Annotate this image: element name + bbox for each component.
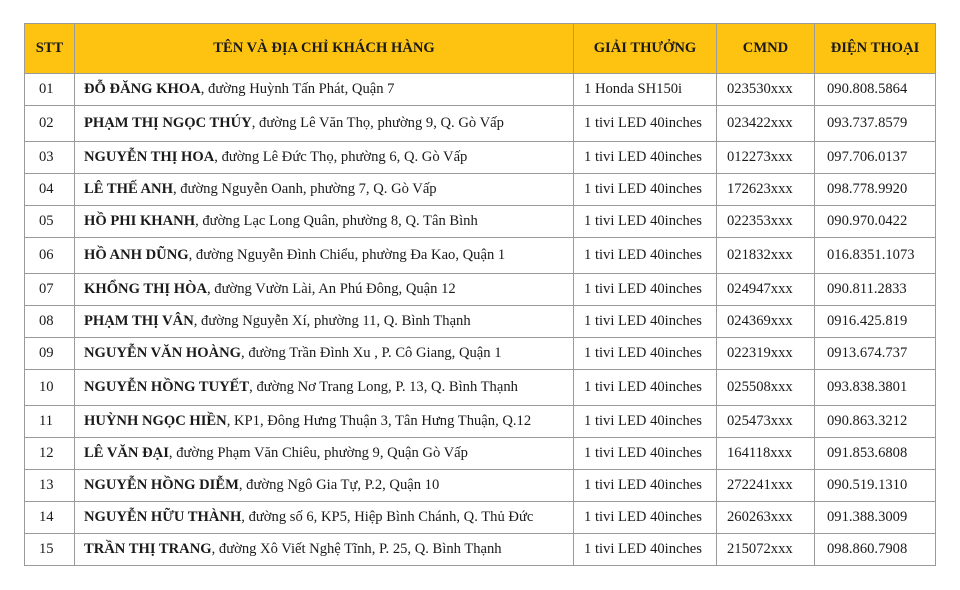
customer-name: HUỲNH NGỌC HIỀN [84,413,227,429]
cell-phone: 016.8351.1073 [815,238,936,274]
table-body [25,74,936,566]
winners-table [24,23,936,566]
customer-address: , đường Lạc Long Quân, phường 8, Q. Tân Bình [195,213,478,229]
cell-prize: 1 tivi LED 40inches [574,238,717,274]
table-row [25,406,936,438]
cell-customer [75,206,574,238]
cell-id-number: 260263xxx [717,502,815,534]
cell-stt: 13 [25,470,75,502]
customer-address: , đường Nguyễn Đình Chiểu, phường Đa Kao, Quận 1 [188,247,506,263]
cell-id-number: 215072xxx [717,534,815,566]
cell-customer [75,534,574,566]
customer-address: , đường Nơ Trang Long, P. 13, Q. Bình Thạnh [249,379,518,395]
cell-stt: 09 [25,338,75,370]
cell-stt: 14 [25,502,75,534]
header-prize: GIẢI THƯỞNG [574,24,717,74]
cell-id-number: 023422xxx [717,106,815,142]
cell-prize: 1 tivi LED 40inches [574,534,717,566]
customer-name: NGUYỄN HỒNG TUYẾT [84,379,250,395]
header-stt: STT [25,24,75,74]
cell-prize: 1 tivi LED 40inches [574,470,717,502]
cell-prize: 1 tivi LED 40inches [574,174,717,206]
cell-stt: 01 [25,74,75,106]
customer-address: , đường Lê Đức Thọ, phường 6, Q. Gò Vấp [214,149,468,165]
cell-customer [75,406,574,438]
cell-phone: 093.838.3801 [815,370,936,406]
cell-phone: 093.737.8579 [815,106,936,142]
cell-id-number: 172623xxx [717,174,815,206]
cell-phone: 097.706.0137 [815,142,936,174]
cell-prize: 1 tivi LED 40inches [574,338,717,370]
customer-address: , đường Trần Đình Xu , P. Cô Giang, Quận 1 [241,345,502,361]
cell-customer [75,502,574,534]
header-phone: ĐIỆN THOẠI [815,24,936,74]
cell-id-number: 025473xxx [717,406,815,438]
cell-id-number: 023530xxx [717,74,815,106]
cell-customer [75,106,574,142]
cell-customer [75,274,574,306]
table-row [25,142,936,174]
cell-stt: 05 [25,206,75,238]
cell-stt: 11 [25,406,75,438]
cell-stt: 10 [25,370,75,406]
cell-phone: 098.860.7908 [815,534,936,566]
cell-phone: 090.811.2833 [815,274,936,306]
winners-table-container [24,23,935,566]
table-row [25,306,936,338]
cell-customer [75,142,574,174]
customer-name: NGUYỄN HỮU THÀNH [84,509,242,525]
customer-address: , đường Huỳnh Tấn Phát, Quận 7 [200,81,395,97]
customer-name: NGUYỄN HỒNG DIỄM [84,477,239,493]
cell-prize: 1 tivi LED 40inches [574,274,717,306]
customer-name: TRẦN THỊ TRANG [84,541,212,557]
cell-phone: 091.853.6808 [815,438,936,470]
table-row [25,370,936,406]
cell-phone: 090.808.5864 [815,74,936,106]
cell-prize: 1 tivi LED 40inches [574,438,717,470]
table-row [25,338,936,370]
customer-name: HỒ PHI KHANH [84,213,196,229]
cell-stt: 04 [25,174,75,206]
cell-id-number: 012273xxx [717,142,815,174]
cell-customer [75,470,574,502]
table-row [25,502,936,534]
header-id: CMND [717,24,815,74]
cell-stt: 02 [25,106,75,142]
cell-stt: 03 [25,142,75,174]
cell-prize: 1 tivi LED 40inches [574,370,717,406]
cell-phone: 090.970.0422 [815,206,936,238]
cell-customer [75,338,574,370]
customer-address: , đường Lê Văn Thọ, phường 9, Q. Gò Vấp [251,115,504,131]
customer-address: , đường Nguyễn Oanh, phường 7, Q. Gò Vấp [172,181,437,197]
customer-name: LÊ VĂN ĐẠI [84,445,169,461]
table-row [25,438,936,470]
cell-prize: 1 tivi LED 40inches [574,306,717,338]
cell-id-number: 022319xxx [717,338,815,370]
customer-address: , đường Xô Viết Nghệ Tĩnh, P. 25, Q. Bình Thạnh [211,541,502,557]
table-row [25,206,936,238]
customer-address: , đường số 6, KP5, Hiệp Bình Chánh, Q. Thủ Đức [241,509,534,525]
cell-id-number: 272241xxx [717,470,815,502]
customer-name: LÊ THẾ ANH [84,181,173,197]
cell-customer [75,238,574,274]
cell-phone: 0913.674.737 [815,338,936,370]
cell-id-number: 024947xxx [717,274,815,306]
cell-phone: 0916.425.819 [815,306,936,338]
cell-prize: 1 tivi LED 40inches [574,406,717,438]
table-header [25,24,936,74]
header-row [25,24,936,74]
cell-prize: 1 tivi LED 40inches [574,142,717,174]
customer-name: KHỔNG THỊ HÒA [84,281,207,297]
table-row [25,238,936,274]
customer-name: NGUYỄN THỊ HOA [84,149,215,165]
cell-id-number: 164118xxx [717,438,815,470]
cell-prize: 1 tivi LED 40inches [574,502,717,534]
cell-stt: 15 [25,534,75,566]
cell-id-number: 021832xxx [717,238,815,274]
customer-name: HỒ ANH DŨNG [84,247,189,263]
cell-customer [75,74,574,106]
cell-id-number: 024369xxx [717,306,815,338]
cell-customer [75,438,574,470]
cell-stt: 07 [25,274,75,306]
table-row [25,106,936,142]
cell-phone: 098.778.9920 [815,174,936,206]
cell-phone: 090.863.3212 [815,406,936,438]
customer-address: , đường Ngô Gia Tự, P.2, Quận 10 [238,477,440,493]
table-row [25,470,936,502]
header-name: TÊN VÀ ĐỊA CHỈ KHÁCH HÀNG [75,24,574,74]
cell-phone: 091.388.3009 [815,502,936,534]
cell-prize: 1 tivi LED 40inches [574,206,717,238]
customer-address: , đường Phạm Văn Chiêu, phường 9, Quận Gò Vấp [168,445,468,461]
customer-address: , đường Vườn Lài, An Phú Đông, Quận 12 [207,281,456,297]
table-row [25,534,936,566]
cell-stt: 08 [25,306,75,338]
customer-name: PHẠM THỊ NGỌC THÚY [84,115,252,131]
table-row [25,274,936,306]
cell-stt: 06 [25,238,75,274]
table-row [25,174,936,206]
customer-name: ĐỖ ĐĂNG KHOA [84,81,201,97]
cell-customer [75,174,574,206]
cell-stt: 12 [25,438,75,470]
table-row [25,74,936,106]
customer-name: NGUYỄN VĂN HOÀNG [84,345,242,361]
cell-prize: 1 Honda SH150i [574,74,717,106]
cell-customer [75,370,574,406]
cell-customer [75,306,574,338]
cell-id-number: 022353xxx [717,206,815,238]
customer-name: PHẠM THỊ VÂN [84,313,194,329]
customer-address: , đường Nguyễn Xí, phường 11, Q. Bình Thạnh [193,313,471,329]
cell-id-number: 025508xxx [717,370,815,406]
cell-prize: 1 tivi LED 40inches [574,106,717,142]
customer-address: , KP1, Đông Hưng Thuận 3, Tân Hưng Thuận, Q.12 [226,413,532,429]
cell-phone: 090.519.1310 [815,470,936,502]
